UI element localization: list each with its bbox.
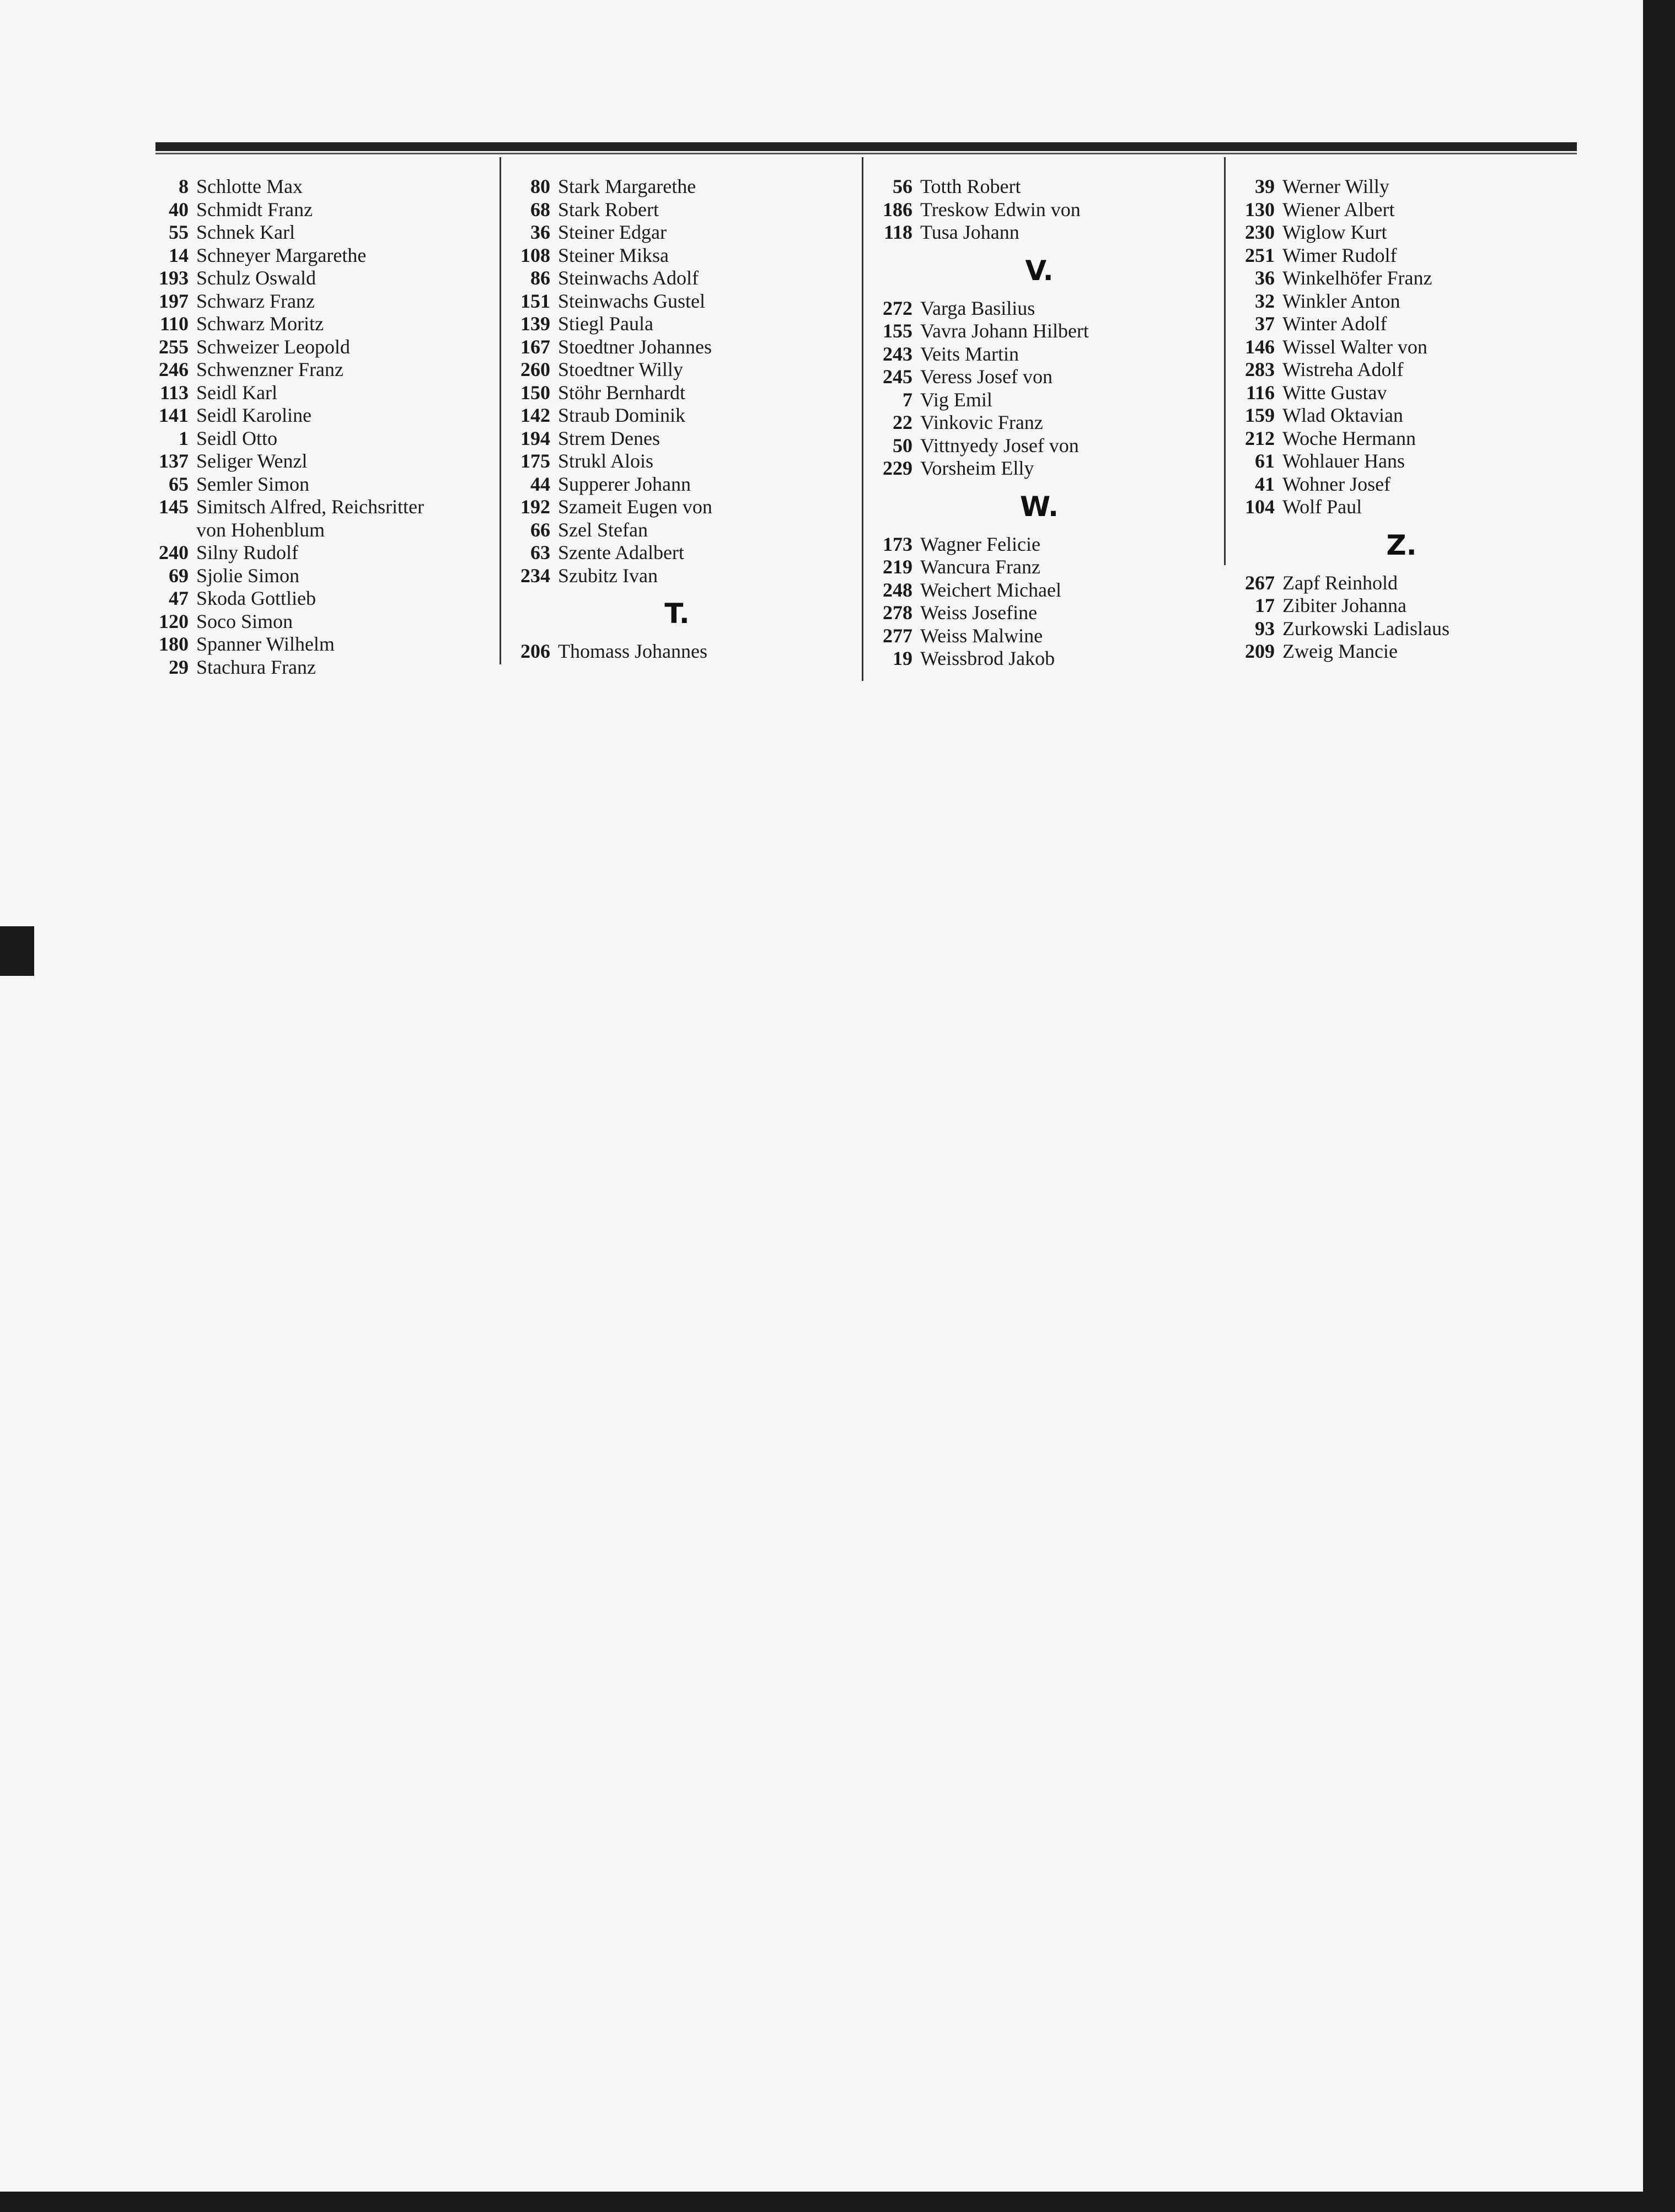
- entry-number: 68: [530, 198, 550, 221]
- list-item: [506, 541, 848, 565]
- list-item: [1231, 244, 1572, 267]
- entry-number: 206: [520, 640, 550, 662]
- list-item: [506, 313, 848, 336]
- entry-number: 141: [159, 404, 189, 426]
- list-item: [144, 221, 486, 244]
- entry-name: Stoedtner Johannes: [558, 335, 712, 358]
- list-item: [144, 496, 486, 519]
- list-item: [868, 647, 1210, 670]
- entry-name: Steinwachs Gustel: [558, 289, 705, 312]
- list-item: [1231, 175, 1572, 198]
- entry-number: 44: [530, 473, 550, 495]
- entry-name: Schmidt Franz: [196, 198, 313, 221]
- entry-number: 234: [520, 564, 550, 587]
- entry-name: Silny Rudolf: [196, 541, 299, 563]
- list-item: [506, 427, 848, 450]
- entry-number: 29: [169, 656, 189, 678]
- entry-number: 50: [893, 434, 912, 457]
- entry-name: Seliger Wenzl: [196, 450, 308, 472]
- entry-number: 173: [883, 533, 912, 555]
- list-item: [1231, 221, 1572, 244]
- entry-name: Schneyer Margarethe: [196, 244, 367, 266]
- list-item: [868, 198, 1210, 222]
- entry-name: Schnek Karl: [196, 221, 295, 243]
- entry-name: Veress Josef von: [920, 366, 1053, 388]
- list-item: [868, 221, 1210, 244]
- entry-name: Szubitz Ivan: [558, 564, 658, 587]
- entry-name: Wiglow Kurt: [1282, 221, 1387, 243]
- entry-name: Schwarz Moritz: [196, 313, 324, 335]
- entry-name: Stöhr Bernhardt: [558, 381, 685, 404]
- list-item: [868, 411, 1210, 434]
- list-item: [506, 358, 848, 382]
- entry-name: Vinkovic Franz: [920, 411, 1043, 433]
- entry-name: Wistreha Adolf: [1282, 358, 1404, 380]
- entry-name: Steiner Edgar: [558, 221, 667, 243]
- list-item: [144, 404, 486, 427]
- list-item: [144, 198, 486, 222]
- entry-number: 17: [1255, 594, 1275, 616]
- entry-name: Sjolie Simon: [196, 564, 300, 587]
- entry-number: 137: [159, 450, 189, 472]
- top-rule-thin: [155, 153, 1577, 154]
- list-item: [506, 640, 848, 663]
- entry-number: 155: [883, 320, 912, 342]
- list-item: [144, 382, 486, 405]
- entry-number: 255: [159, 335, 189, 358]
- entry-number: 267: [1245, 571, 1275, 594]
- entry-name: Stoedtner Willy: [558, 358, 683, 380]
- entry-name: Schlotte Max: [196, 175, 303, 197]
- list-item: [868, 434, 1210, 458]
- entry-name: Simitsch Alfred, Reichsritter: [196, 496, 424, 518]
- entry-name: Veits Martin: [920, 342, 1019, 365]
- list-item: [868, 320, 1210, 343]
- entry-name: Spanner Wilhelm: [196, 633, 335, 655]
- entry-number: 40: [169, 198, 189, 221]
- entry-number: 36: [530, 221, 550, 243]
- name-column-4: [1231, 175, 1572, 663]
- entry-number: 240: [159, 541, 189, 563]
- list-item: [506, 267, 848, 290]
- list-item: [1231, 594, 1572, 618]
- entry-number: 260: [520, 358, 550, 380]
- list-item: [868, 366, 1210, 389]
- entry-number: 151: [520, 289, 550, 312]
- entry-number: 65: [169, 473, 189, 495]
- entry-name: Vavra Johann Hilbert: [920, 320, 1089, 342]
- list-item: [506, 175, 848, 198]
- entry-number: 39: [1255, 175, 1275, 197]
- entry-number: 139: [520, 313, 550, 335]
- list-item: [868, 457, 1210, 480]
- entry-number: 63: [530, 541, 550, 563]
- list-item: [506, 565, 848, 588]
- name-column-1: [144, 175, 486, 679]
- entry-name: Stachura Franz: [196, 656, 316, 678]
- entry-number: 118: [883, 221, 912, 243]
- list-item: [1231, 290, 1572, 313]
- list-item: [1231, 267, 1572, 290]
- entry-number: 66: [530, 518, 550, 541]
- entry-name: Skoda Gottlieb: [196, 587, 316, 609]
- entry-number: 278: [883, 602, 912, 624]
- list-item: [868, 625, 1210, 648]
- list-item: [868, 343, 1210, 366]
- entry-number: 180: [159, 633, 189, 655]
- entry-number: 193: [159, 267, 189, 289]
- entry-name: Strukl Alois: [558, 450, 654, 472]
- entry-name: Steinwachs Adolf: [558, 267, 699, 289]
- list-item: [868, 389, 1210, 412]
- entry-number: 243: [883, 342, 912, 365]
- entry-name: Stark Robert: [558, 198, 659, 221]
- entry-name: Thomass Johannes: [558, 640, 707, 662]
- list-item: [868, 579, 1210, 602]
- scan-notch-left: [0, 926, 34, 976]
- list-item: [144, 656, 486, 679]
- entry-number: 212: [1245, 427, 1275, 449]
- entry-name: Szameit Eugen von: [558, 496, 712, 518]
- entry-name: Vig Emil: [920, 388, 992, 411]
- entry-name: Wiener Albert: [1282, 198, 1395, 221]
- entry-name: Weissbrod Jakob: [920, 647, 1055, 669]
- entry-number: 7: [903, 388, 912, 411]
- entry-name: Strem Denes: [558, 427, 660, 449]
- entry-name: Semler Simon: [196, 473, 309, 495]
- list-item: [1231, 496, 1572, 519]
- entry-name: Woche Hermann: [1282, 427, 1416, 449]
- entry-name: Treskow Edwin von: [920, 198, 1081, 221]
- entry-name: Winkler Anton: [1282, 289, 1400, 312]
- entry-number: 113: [159, 381, 189, 404]
- entry-number: 32: [1255, 289, 1275, 312]
- entry-name: Schweizer Leopold: [196, 335, 350, 358]
- entry-number: 245: [883, 366, 912, 388]
- entry-number: 104: [1245, 496, 1275, 518]
- entry-number: 283: [1245, 358, 1275, 380]
- entry-number: 142: [520, 404, 550, 426]
- entry-name: Wancura Franz: [920, 556, 1040, 578]
- list-item: [1231, 572, 1572, 595]
- entry-name: Schulz Oswald: [196, 267, 316, 289]
- entry-name: Szente Adalbert: [558, 541, 684, 563]
- entry-name: Seidl Karl: [196, 381, 277, 404]
- name-column-3: [868, 175, 1210, 670]
- entry-number: 229: [883, 457, 912, 479]
- entry-name: Weiss Malwine: [920, 624, 1043, 647]
- section-letter-heading: V.: [1025, 254, 1054, 287]
- entry-name: Zibiter Johanna: [1282, 594, 1406, 616]
- list-item: [1231, 450, 1572, 473]
- list-item: [1231, 336, 1572, 359]
- entry-name: Tusa Johann: [920, 221, 1019, 243]
- entry-name: Steiner Miksa: [558, 244, 669, 266]
- entry-number: 61: [1255, 450, 1275, 472]
- list-item: [1231, 313, 1572, 336]
- entry-number: 130: [1245, 198, 1275, 221]
- entry-number: 248: [883, 578, 912, 601]
- list-item: [506, 221, 848, 244]
- entry-number: 56: [893, 175, 912, 197]
- entry-name: Zapf Reinhold: [1282, 571, 1398, 594]
- list-item: [144, 541, 486, 565]
- list-item: [144, 633, 486, 656]
- list-item: [1231, 618, 1572, 641]
- list-item: [1231, 640, 1572, 663]
- list-item: [1231, 382, 1572, 405]
- entry-name: Varga Basilius: [920, 297, 1035, 319]
- entry-name: Schwenzner Franz: [196, 358, 343, 380]
- list-item: [144, 313, 486, 336]
- entry-number: 22: [893, 411, 912, 433]
- entry-number: 37: [1255, 313, 1275, 335]
- entry-number: 272: [883, 297, 912, 319]
- entry-number: 36: [1255, 267, 1275, 289]
- entry-name: Weichert Michael: [920, 578, 1061, 601]
- list-item: [144, 267, 486, 290]
- list-item: [144, 587, 486, 610]
- entry-number: 194: [520, 427, 550, 449]
- entry-number: 8: [179, 175, 189, 197]
- list-item: [506, 496, 848, 519]
- list-item: [506, 473, 848, 496]
- list-item: [144, 450, 486, 473]
- list-item: [506, 519, 848, 542]
- entry-number: 145: [159, 496, 189, 518]
- list-item: [506, 404, 848, 427]
- entry-name: Szel Stefan: [558, 518, 648, 541]
- list-item: [506, 336, 848, 359]
- entry-number: 209: [1245, 640, 1275, 662]
- entry-name: Seidl Otto: [196, 427, 278, 449]
- list-item: [1231, 404, 1572, 427]
- entry-number: 93: [1255, 617, 1275, 640]
- list-item: [868, 556, 1210, 579]
- entry-name: Wolf Paul: [1282, 496, 1362, 518]
- name-column-2: [506, 175, 848, 663]
- list-item: [144, 610, 486, 633]
- scan-edge-right: [1643, 0, 1675, 2212]
- entry-number: 14: [169, 244, 189, 266]
- entry-name: Seidl Karoline: [196, 404, 312, 426]
- entry-name: Wimer Rudolf: [1282, 244, 1397, 266]
- entry-name: Werner Willy: [1282, 175, 1389, 197]
- entry-name: Winter Adolf: [1282, 313, 1387, 335]
- entry-number: 80: [530, 175, 550, 197]
- list-item: [506, 290, 848, 313]
- entry-name: Supperer Johann: [558, 473, 691, 495]
- list-item: [868, 602, 1210, 625]
- section-letter-heading: T.: [664, 598, 690, 630]
- section-letter-heading: W.: [1019, 490, 1059, 523]
- top-rule: [155, 142, 1577, 151]
- entry-number: 69: [169, 564, 189, 587]
- entry-name: Wagner Felicie: [920, 533, 1041, 555]
- scan-edge-bottom: [0, 2192, 1675, 2212]
- section-letter-heading: Z.: [1386, 529, 1417, 561]
- list-item: [144, 290, 486, 313]
- entry-name: Weiss Josefine: [920, 602, 1038, 624]
- list-item: [144, 358, 486, 382]
- entry-number: 175: [520, 450, 550, 472]
- entry-number: 55: [169, 221, 189, 243]
- entry-name: Witte Gustav: [1282, 381, 1387, 404]
- entry-name: Winkelhöfer Franz: [1282, 267, 1432, 289]
- column-divider-2: [862, 157, 863, 681]
- list-item: [1231, 198, 1572, 222]
- entry-name: Wohner Josef: [1282, 473, 1391, 495]
- list-item: [144, 565, 486, 588]
- entry-number: 167: [520, 335, 550, 358]
- entry-number: 230: [1245, 221, 1275, 243]
- list-item: [144, 336, 486, 359]
- list-item: [506, 198, 848, 222]
- entry-name: Vorsheim Elly: [920, 457, 1034, 479]
- entry-number: 146: [1245, 335, 1275, 358]
- entry-name: Vittnyedy Josef von: [920, 434, 1079, 457]
- entry-number: 1: [179, 427, 189, 449]
- entry-number: 251: [1245, 244, 1275, 266]
- entry-name: Stiegl Paula: [558, 313, 653, 335]
- entry-number: 19: [893, 647, 912, 669]
- entry-name: Soco Simon: [196, 610, 293, 632]
- column-divider-1: [500, 157, 501, 664]
- list-item: [144, 175, 486, 198]
- list-item: [144, 427, 486, 450]
- list-item: [868, 175, 1210, 198]
- entry-number: 47: [169, 587, 189, 609]
- entry-number: 186: [883, 198, 912, 221]
- list-item: [868, 533, 1210, 556]
- entry-number: 192: [520, 496, 550, 518]
- entry-name: Totth Robert: [920, 175, 1021, 197]
- list-item: [506, 450, 848, 473]
- entry-number: 219: [883, 556, 912, 578]
- entry-number: 41: [1255, 473, 1275, 495]
- list-item: [144, 244, 486, 267]
- entry-name: Stark Margarethe: [558, 175, 696, 197]
- entry-name: Wissel Walter von: [1282, 335, 1427, 358]
- entry-name-continuation: von Hohenblum: [196, 518, 325, 541]
- entry-number: 246: [159, 358, 189, 380]
- list-item: [506, 382, 848, 405]
- entry-number: 116: [1245, 381, 1275, 404]
- list-item: [1231, 427, 1572, 450]
- entry-number: 120: [159, 610, 189, 632]
- entry-name: Zurkowski Ladislaus: [1282, 617, 1449, 640]
- list-item: [144, 473, 486, 496]
- list-item: [868, 297, 1210, 320]
- list-item: [1231, 473, 1572, 496]
- entry-number: 150: [520, 381, 550, 404]
- entry-name: Wohlauer Hans: [1282, 450, 1405, 472]
- list-item: [506, 244, 848, 267]
- entry-number: 159: [1245, 404, 1275, 426]
- list-item: [1231, 358, 1572, 382]
- entry-number: 277: [883, 624, 912, 647]
- column-divider-3: [1224, 157, 1226, 565]
- entry-number: 197: [159, 289, 189, 312]
- entry-number: 86: [530, 267, 550, 289]
- entry-name: Schwarz Franz: [196, 289, 315, 312]
- entry-name: Wlad Oktavian: [1282, 404, 1403, 426]
- entry-name: Straub Dominik: [558, 404, 685, 426]
- entry-number: 110: [159, 313, 189, 335]
- entry-number: 108: [520, 244, 550, 266]
- entry-name: Zweig Mancie: [1282, 640, 1398, 662]
